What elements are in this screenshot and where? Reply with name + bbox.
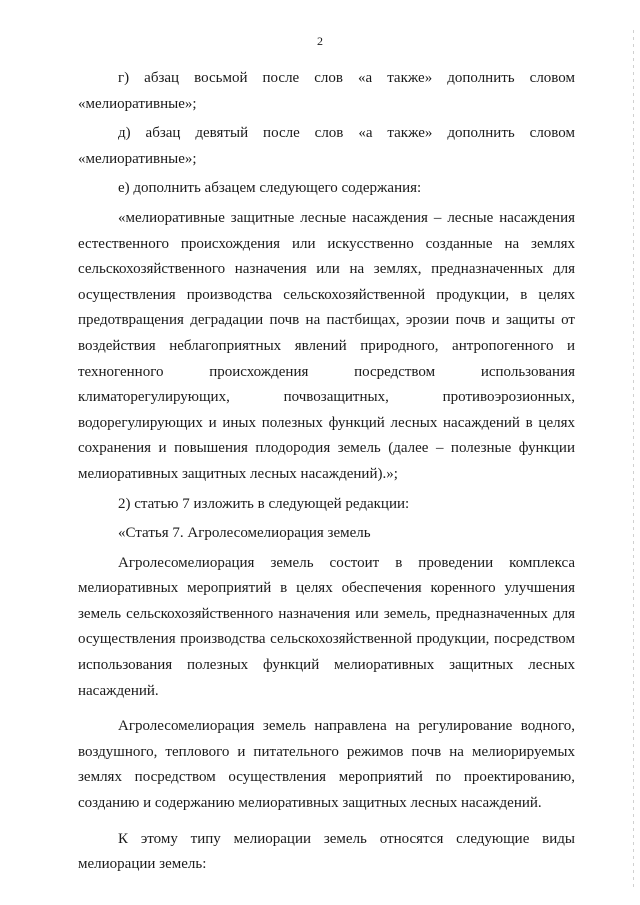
paragraph-item-e: е) дополнить абзацем следующего содержания:	[118, 180, 422, 197]
paragraph-agroforestry-definition: Агролесомелиорация земель состоит в проведении комплекса мелиоративных мероприятий в целях обеспечения коренного улучшения земель сельскохозяйственного назначения или земель, предназначенных для осуществления производства сельскохозяйственной продукции, посредством использования полезных функций мелиоративных защитных лесных насаждений.	[78, 554, 575, 699]
document-body	[78, 66, 575, 878]
page-number: 2	[317, 34, 323, 48]
paragraph-definition: «мелиоративные защитные лесные насаждения – лесные насаждения естественного происхождения или искусственно созданные на землях сельскохозяйственного назначения или на землях, предназначенных для осуществления производства сельскохозяйственной продукции, в целях предотвращения деградации почв на пастбищах, эрозии почв и защиты от воздействия неблагоприятных явлений природного, антропогенного и техногенного происхождения посредством использования климаторегулирующих, почвозащитных, противоэрозионных, водорегулирующих и иных полезных функций лесных насаждений в целях сохранения и повышения плодородия земель (далее – полезные функции мелиоративных защитных лесных насаждений).»;	[78, 209, 575, 482]
paragraph-item-2: 2) статью 7 изложить в следующей редакции:	[118, 495, 410, 512]
article-7-heading: «Статья 7. Агролесомелиорация земель	[118, 525, 371, 542]
paragraph-item-g: г) абзац восьмой после слов «а также» дополнить словом «мелиоративные»;	[78, 70, 575, 112]
paragraph-melioration-types: К этому типу мелиорации земель относятся следующие виды мелиорации земель:	[78, 830, 575, 873]
paragraph-item-d: д) абзац девятый после слов «а также» дополнить словом «мелиоративные»;	[78, 125, 575, 167]
paragraph-agroforestry-purpose: Агролесомелиорация земель направлена на регулирование водного, воздушного, теплового и питательного режимов почв на мелиорируемых землях посредством осуществления мероприятий по проектированию, созданию и содержанию мелиоративных защитных лесных насаждений.	[78, 718, 575, 812]
scan-edge-artifact	[633, 30, 634, 890]
